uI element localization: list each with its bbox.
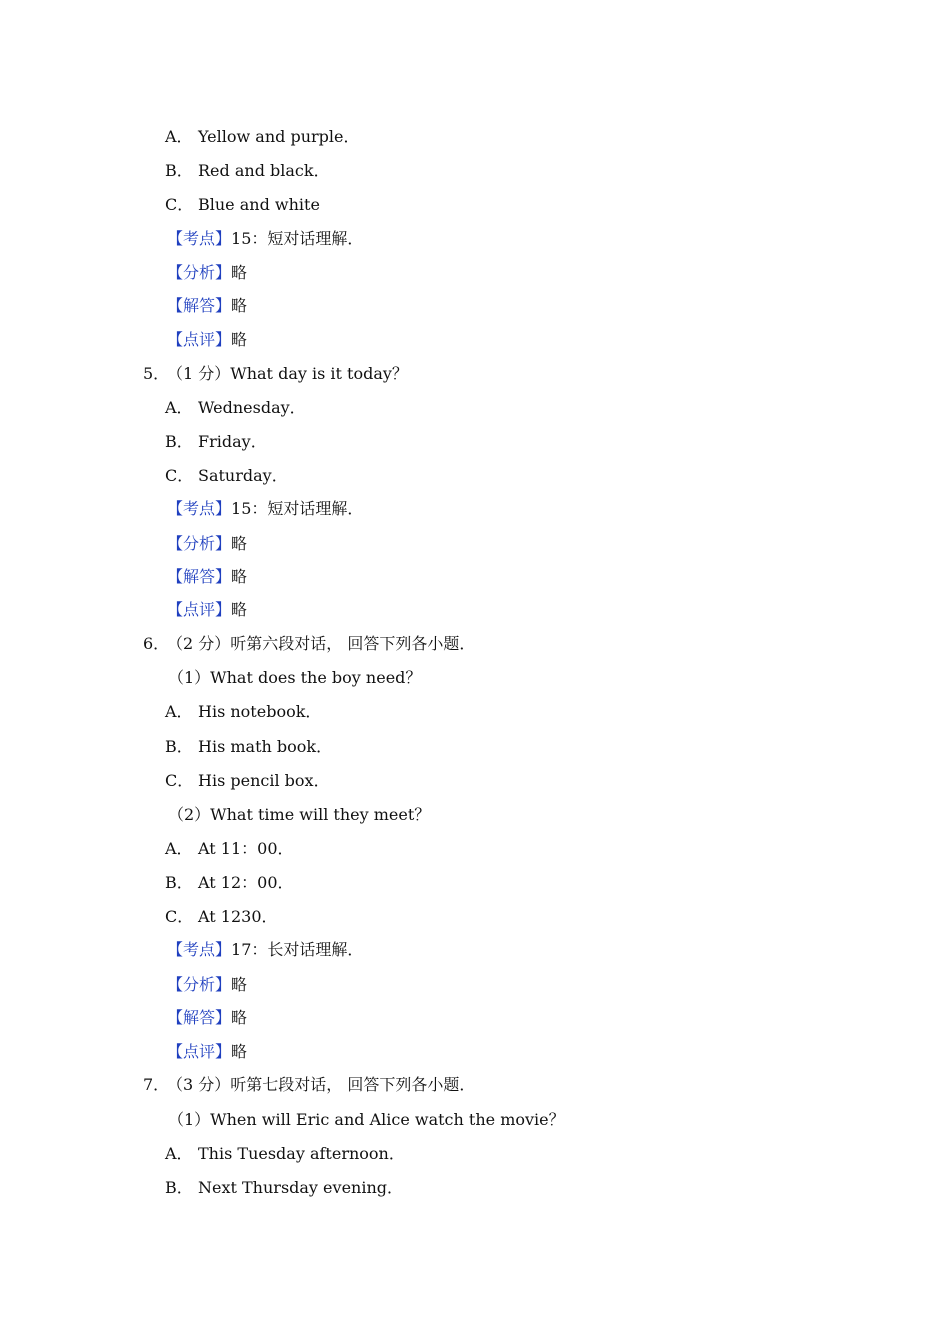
q5-dianping: 【点评】略 bbox=[167, 600, 248, 619]
q4-dianping: 【点评】略 bbox=[167, 330, 248, 349]
q7-stem: 7．（3 分）听第七段对话， 回答下列各小题． bbox=[143, 1075, 476, 1094]
q6-stem: 6．（2 分）听第六段对话， 回答下列各小题． bbox=[143, 634, 476, 653]
q6-dianping: 【点评】略 bbox=[167, 1042, 248, 1061]
q7-sub1-option-a: A． This Tuesday afternoon． bbox=[165, 1144, 405, 1163]
q4-jieda: 【解答】略 bbox=[167, 296, 248, 315]
q4-option-a: A． Yellow and purple． bbox=[165, 127, 360, 146]
q5-option-c: C． Saturday． bbox=[165, 466, 288, 485]
q6-sub1-option-c: C． His pencil box． bbox=[165, 771, 330, 790]
q5-fenxi: 【分析】略 bbox=[167, 534, 248, 553]
q6-sub2-option-c: C． At 1230． bbox=[165, 907, 278, 926]
q7-sub1: （1）When will Eric and Alice watch the movie？ bbox=[168, 1110, 565, 1129]
q6-fenxi: 【分析】略 bbox=[167, 975, 248, 994]
q4-fenxi: 【分析】略 bbox=[167, 263, 248, 282]
q6-sub2: （2）What time will they meet？ bbox=[168, 805, 431, 824]
q5-stem: 5．（1 分）What day is it today？ bbox=[143, 364, 408, 383]
q6-sub1-option-b: B． His math book． bbox=[165, 737, 333, 756]
q5-option-a: A． Wednesday． bbox=[165, 398, 306, 417]
q6-sub1-option-a: A． His notebook． bbox=[165, 702, 322, 721]
q4-option-c: C． Blue and white bbox=[165, 195, 320, 214]
q6-sub2-option-b: B． At 12：00． bbox=[165, 873, 294, 892]
q6-jieda: 【解答】略 bbox=[167, 1008, 248, 1027]
q4-option-b: B． Red and black． bbox=[165, 161, 330, 180]
q6-sub1: （1）What does the boy need？ bbox=[168, 668, 422, 687]
q6-kaodian: 【考点】17：长对话理解． bbox=[167, 940, 364, 959]
q5-jieda: 【解答】略 bbox=[167, 567, 248, 586]
q7-sub1-option-b: B． Next Thursday evening． bbox=[165, 1178, 404, 1197]
q6-sub2-option-a: A． At 11：00． bbox=[165, 839, 294, 858]
q5-option-b: B． Friday． bbox=[165, 432, 267, 451]
q4-kaodian: 【考点】15：短对话理解． bbox=[167, 229, 364, 248]
q5-kaodian: 【考点】15：短对话理解． bbox=[167, 499, 364, 518]
